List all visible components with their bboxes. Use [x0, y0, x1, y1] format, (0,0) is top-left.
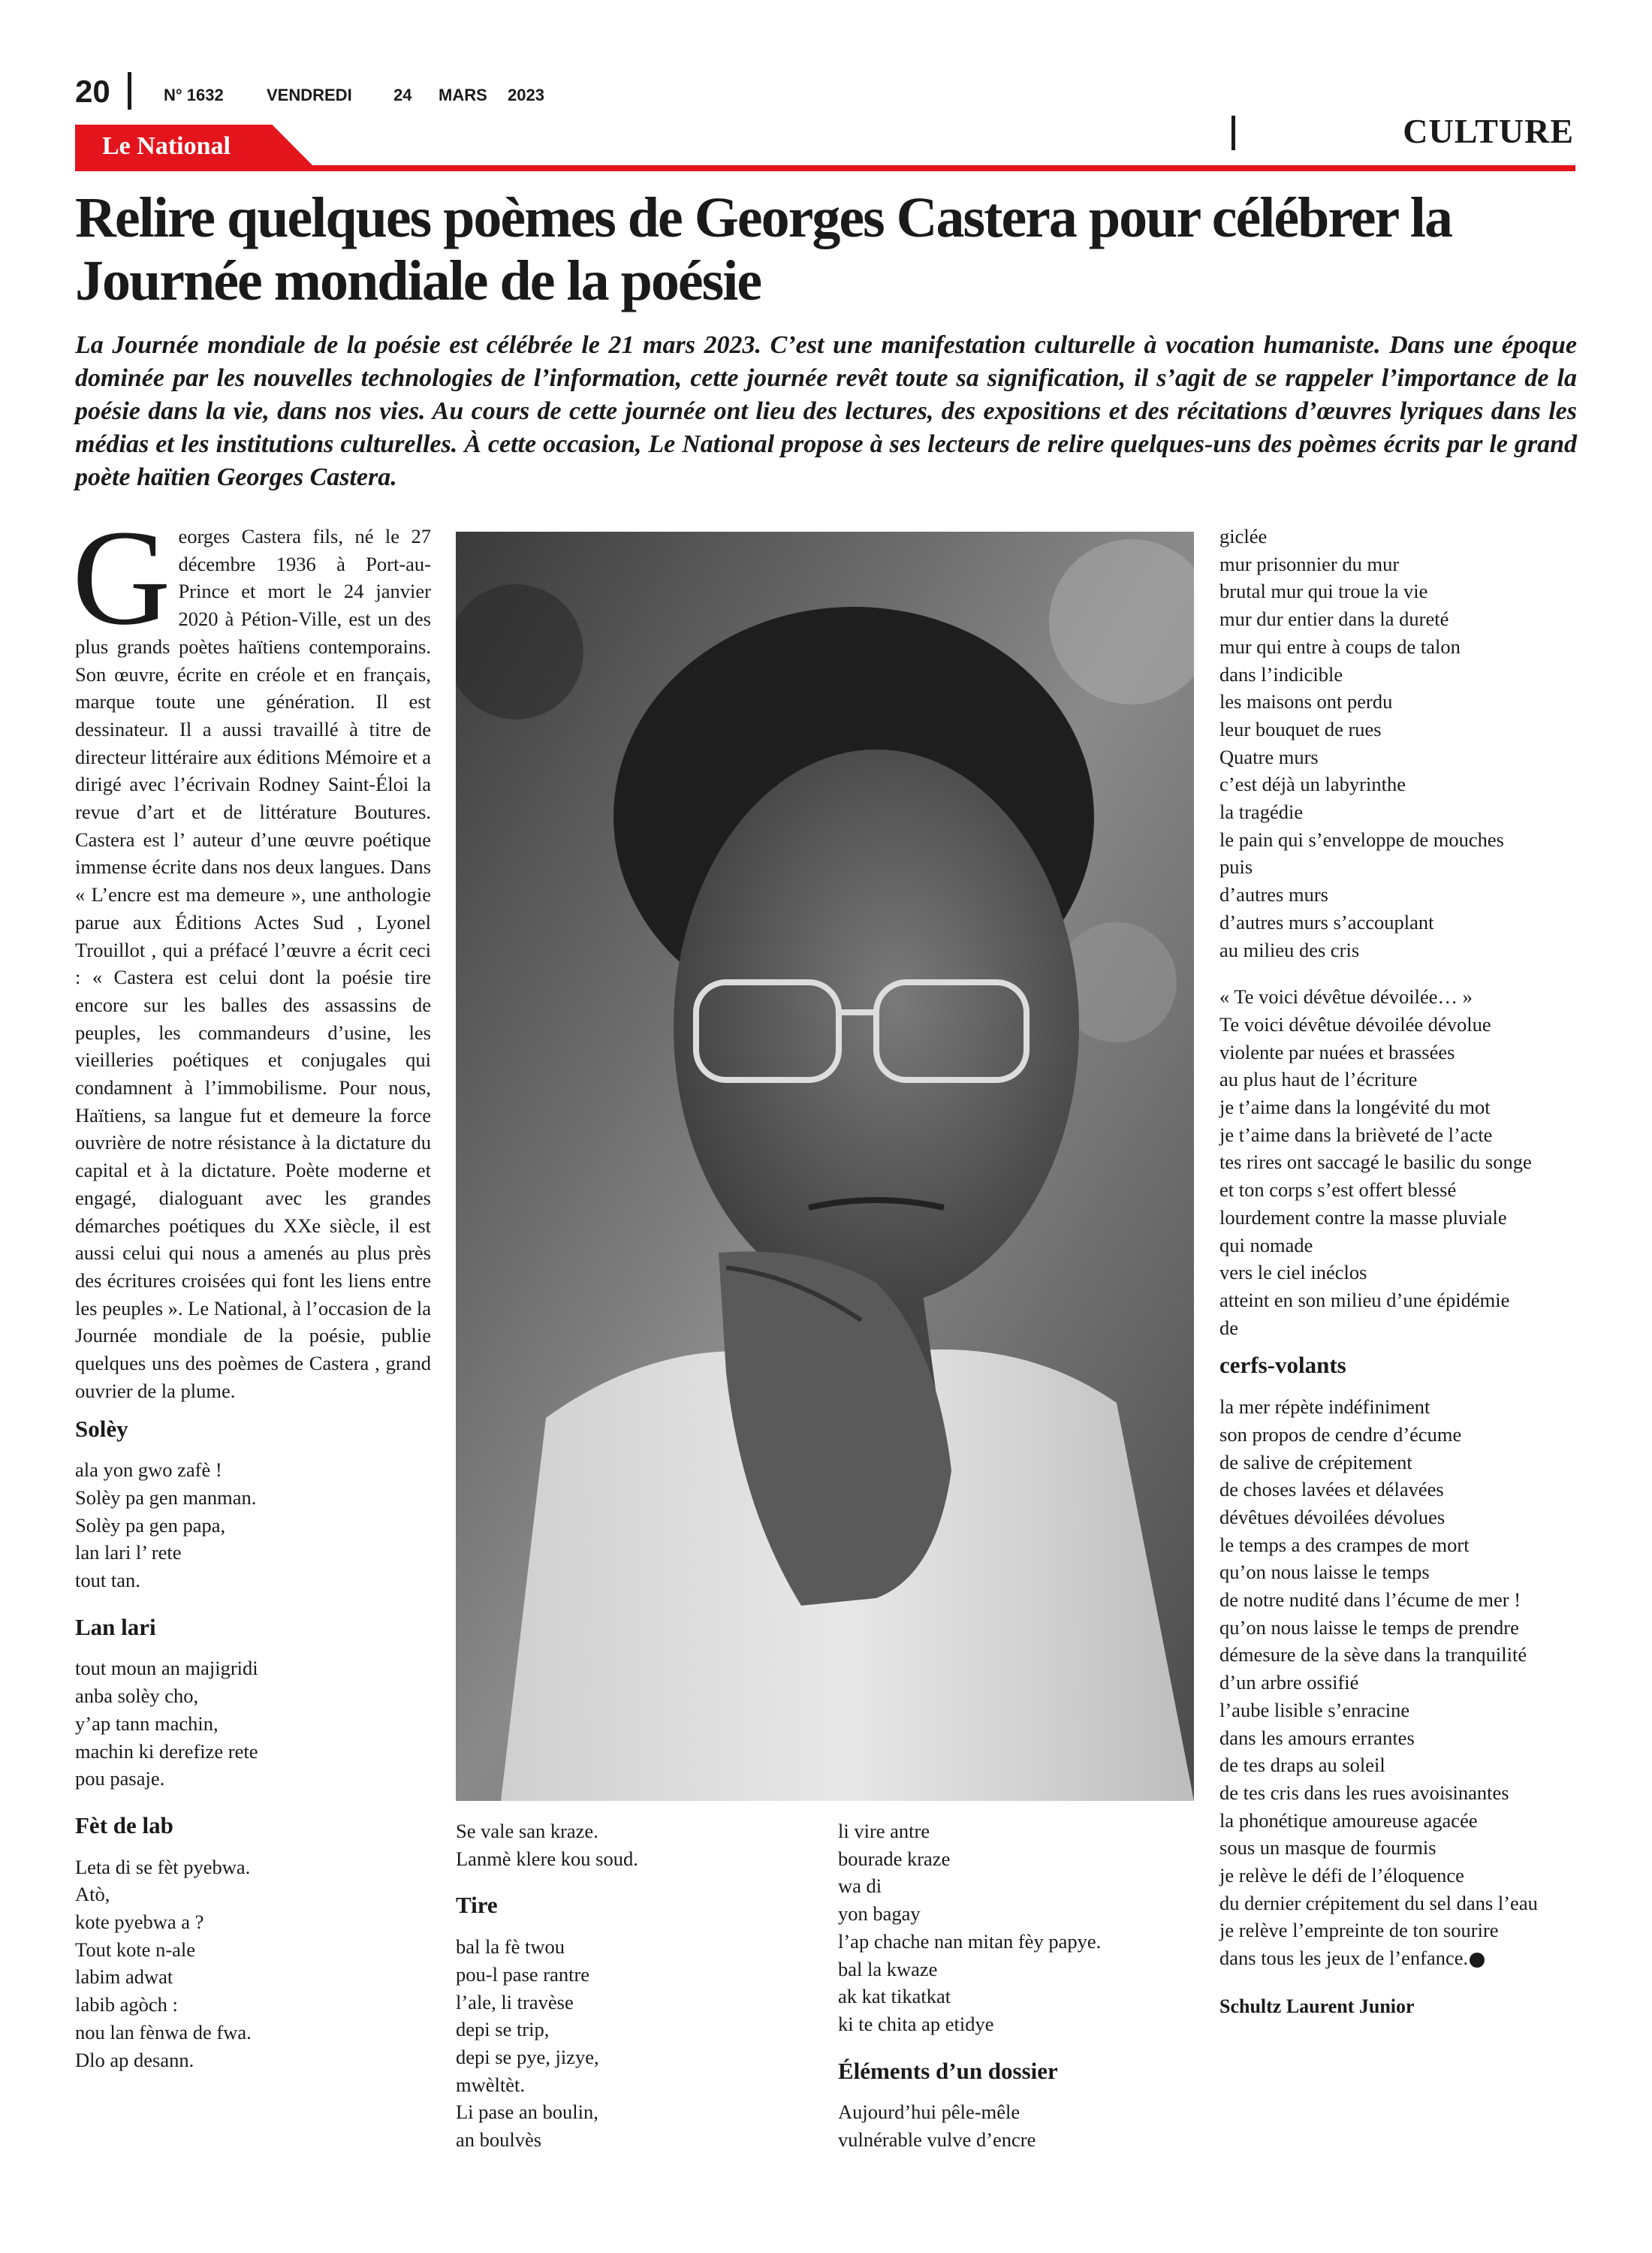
- column-3: [838, 1817, 1198, 2154]
- poem-line: mur qui entre à coups de talon: [1219, 635, 1461, 658]
- poem-te-voici: [1219, 983, 1577, 1341]
- poem-line: les maisons ont perdu: [1219, 690, 1393, 713]
- poem-line: Dlo ap desann.: [75, 2048, 194, 2071]
- poem-line: dans tous les jeux de l’enfance.: [1219, 1944, 1577, 1972]
- poem-title: Lan lari: [75, 1613, 156, 1640]
- poem-line: brutal mur qui troue la vie: [1219, 580, 1428, 603]
- poem-line: la phonétique amoureuse agacée: [1219, 1808, 1478, 1832]
- poem-line: de tes cris dans les rues avoisinantes: [1219, 1781, 1509, 1804]
- poem-line: démesure de la sève dans la tranquilité: [1219, 1643, 1527, 1666]
- poem-line: vers le ciel inéclos: [1219, 1261, 1367, 1284]
- poem-line: l’ale, li travèse: [456, 1990, 574, 2013]
- poem-line: dévêtues dévoilées dévolues: [1219, 1505, 1446, 1528]
- poem-line: je t’aime dans la brièveté de l’acte: [1219, 1123, 1493, 1146]
- poem-line: qu’on nous laisse le temps: [1219, 1561, 1430, 1584]
- poem-line: leur bouquet de rues: [1219, 717, 1382, 740]
- poem-line: de salive de crépitement: [1219, 1450, 1412, 1473]
- poem-title: Tire: [456, 1892, 498, 1919]
- poem-line: tout moun an majigridi: [75, 1657, 258, 1680]
- poem-title: Éléments d’un dossier: [838, 2057, 1058, 2084]
- author-signature: Schultz Laurent Junior: [1219, 1995, 1415, 2017]
- poem-line: je t’aime dans la longévité du mot: [1219, 1096, 1491, 1119]
- poem-line: au milieu des cris: [1219, 938, 1360, 961]
- poem-line: Leta di se fèt pyebwa.: [75, 1855, 251, 1878]
- poem-line: de: [1219, 1316, 1239, 1339]
- poem-tire: [456, 1892, 801, 2153]
- poem-line: Aujourd’hui pêle-mêle: [838, 2101, 1020, 2124]
- column-2: [456, 1817, 801, 2154]
- poem-line: lourdement contre la masse pluviale: [1219, 1205, 1507, 1229]
- issue-date-year: 2023: [508, 86, 544, 104]
- poem-line: an boulvès: [456, 2128, 542, 2152]
- poem-lines: [456, 1933, 801, 2154]
- poem-line: labib agòch :: [75, 1993, 178, 2016]
- poem-lines: [75, 1853, 431, 2074]
- poem-line: son propos de cendre d’écume: [1219, 1422, 1462, 1446]
- poem-line: yon bagay: [838, 1902, 921, 1926]
- poem-line: Se vale san kraze.: [456, 1820, 598, 1842]
- article-body: [72, 502, 431, 1405]
- poem-line: mur prisonnier du mur: [1219, 552, 1400, 575]
- poem-line: labim adwat: [75, 1965, 173, 1989]
- issue-date-day: 24: [393, 86, 412, 104]
- poem-title: Solèy: [75, 1415, 128, 1442]
- poem-line: qui nomade: [1219, 1233, 1313, 1256]
- poem-lines: [838, 2098, 1198, 2153]
- poem-lines: [838, 1817, 1198, 2038]
- poem-line: dans les amours errantes: [1219, 1726, 1415, 1749]
- poem-line: lan lari l’ rete: [75, 1541, 182, 1564]
- poem-line: de choses lavées et délavées: [1219, 1478, 1444, 1501]
- poem-line: anba solèy cho,: [75, 1684, 199, 1708]
- article-lead: La Journée mondiale de la poésie est célébrée le 21 mars 2023. C’est une manifestation culturelle à vocation humaniste. Dans une époque dominée par les nouvelles technologies de l’information, cette journée revêt toute sa signification, il s’agit de se rappeler l’importance de la poésie dans la vie, dans nos vies. Au cours de cette journée ont lieu des lectures, des expositions et des récitations d’œuvres lyriques dans les médias et les institutions culturelles. À cette occasion, Le National propose à ses lecteurs de relire quelques-uns des poèmes écrits par le grand poète haïtien Georges Castera.: [75, 331, 1577, 491]
- poem-line: Te voici dévêtue dévoilée dévolue: [1219, 1012, 1491, 1036]
- column-1: [72, 502, 431, 2074]
- poem-lines: [75, 1654, 431, 1793]
- page-number: 20: [75, 74, 110, 109]
- poem-line: dans l’indicible: [1219, 662, 1343, 686]
- brand-name: Le National: [102, 132, 231, 160]
- poem-line: qu’on nous laisse le temps de prendre: [1219, 1615, 1519, 1639]
- poem-line: Lanmè klere kou soud.: [456, 1847, 638, 1870]
- poem-lines: [456, 1817, 801, 1872]
- poem-line: d’autres murs: [1219, 883, 1328, 906]
- article-title: Relire quelques poèmes de Georges Castera pour célébrer la Journée mondiale de la poésie: [75, 186, 1452, 312]
- column-4: [1219, 523, 1577, 2021]
- poem-line: l’ap chache nan mitan fèy papye.: [838, 1929, 1102, 1953]
- poem-title: « Te voici dévêtue dévoilée… »: [1219, 985, 1473, 1009]
- poem-line: bal la fè twou: [456, 1935, 565, 1959]
- poem-lan-lari: [75, 1614, 431, 1793]
- poem-line: ki te chita ap etidye: [838, 2012, 994, 2035]
- portrait-image: [456, 532, 1194, 1801]
- poem-fet-de-lab: [75, 1812, 431, 2074]
- poem-line: atteint en son milieu d’une épidémie: [1219, 1288, 1510, 1311]
- header-divider: [128, 72, 131, 110]
- poem-line: mwèltèt.: [456, 2073, 525, 2096]
- poem-line: Atò,: [75, 1883, 110, 1906]
- poem-line: Solèy pa gen manman.: [75, 1485, 257, 1509]
- poem-line: l’aube lisible s’enracine: [1219, 1698, 1410, 1721]
- poem-line: Quatre murs: [1219, 745, 1319, 768]
- poem-line: ak kat tikatkat: [838, 1985, 951, 2008]
- poem-line: d’un arbre ossifié: [1219, 1671, 1359, 1694]
- poem-line: tes rires ont saccagé le basilic du songe: [1219, 1151, 1532, 1174]
- poem-line: je relève l’empreinte de ton sourire: [1219, 1919, 1499, 1942]
- poem-line: le temps a des crampes de mort: [1219, 1533, 1470, 1556]
- section-label: CULTURE: [1403, 112, 1574, 150]
- poem-line: c’est déjà un labyrinthe: [1219, 773, 1406, 796]
- poem-line: Tout kote n-ale: [75, 1938, 196, 1961]
- poem-lines: [1219, 1393, 1577, 1972]
- poem-title: Fèt de lab: [75, 1811, 173, 1838]
- poem-soley: [75, 1416, 431, 1594]
- poem-line: machin ki derefize rete: [75, 1739, 258, 1763]
- poem-line: Solèy pa gen papa,: [75, 1513, 226, 1537]
- poem-title: cerfs-volants: [1219, 1352, 1346, 1379]
- section-divider: [1231, 116, 1235, 150]
- poem-line: nou lan fènwa de fwa.: [75, 2020, 252, 2043]
- poem-lines: [1219, 1011, 1577, 1341]
- poem-line: tout tan.: [75, 1569, 140, 1592]
- article-body-text: eorges Castera fils, né le 27 décembre 1936 à Port-au-Prince et mort le 24 janvier 2020 à Pétion-Ville, est un des plus grands poètes haïtiens contemporains. Son œuvre, écrite en créole et en français, marque toute une génération. Il est dessinateur. Il a aussi travaillé à titre de directeur littéraire aux éditions Mémoire et a dirigé avec l’écrivain Rodney Saint-Éloi la revue d’art et de littérature Boutures. Castera est l’ auteur d’une œuvre poétique immense écrite dans nos deux langues. Dans « L’encre est ma demeure », une anthologie parue aux Éditions Actes Sud , Lyonel Trouillot , qui a préfacé l’œuvre a écrit ceci : « Castera est celui dont la poésie tire encore sur les balles des assassins de peuples, les commandeurs d’usine, les vieilleries poétiques et conjugales qui condamnent à l’immobilisme. Pour nous, Haïtiens, sa langue fut et demeure la force ouvrière de notre résistance à la dictature du capital et à la dictature. Poète moderne et engagé, dialoguant avec les grandes démarches poétiques du XXe siècle, il est aussi celui qui nous a amenés au plus près des écritures croisées qui font les liens entre les peuples ». Le National, à l’occasion de la Journée mondiale de la poésie, publie quelques uns des poèmes de Castera , grand ouvrier de la plume.: [75, 525, 431, 1402]
- poem-line: sous un masque de fourmis: [1219, 1836, 1436, 1859]
- poem-line: puis: [1219, 855, 1253, 879]
- end-mark-icon: [1470, 1953, 1485, 1968]
- issue-date-month: MARS: [439, 86, 487, 104]
- poem-line: pou-l pase rantre: [456, 1962, 590, 1986]
- poem-cerfs-volants: [1219, 1352, 1577, 1971]
- poem-line: li vire antre: [838, 1820, 930, 1842]
- poem-line: pou pasaje.: [75, 1767, 165, 1790]
- poem-line: mur dur entier dans la dureté: [1219, 608, 1449, 631]
- poem-line: depi se trip,: [456, 2018, 550, 2041]
- portrait-photo: [456, 532, 1194, 1801]
- poem-line: wa di: [838, 1874, 882, 1898]
- poem-line: la mer répète indéfiniment: [1219, 1395, 1430, 1419]
- poem-line: giclée: [1219, 525, 1268, 547]
- poem-line: vulnérable vulve d’encre: [838, 2128, 1036, 2152]
- header-rule: [75, 165, 1575, 171]
- poem-elements: [838, 2058, 1198, 2154]
- poem-line: du dernier crépitement du sel dans l’eau: [1219, 1891, 1538, 1914]
- poem-line: et ton corps s’est offert blessé: [1219, 1178, 1457, 1202]
- poem-line: le pain qui s’enveloppe de mouches: [1219, 828, 1504, 851]
- poem-line: d’autres murs s’accouplant: [1219, 910, 1434, 933]
- poem-line: au plus haut de l’écriture: [1219, 1068, 1418, 1091]
- poem-line: depi se pye, jizye,: [456, 2045, 599, 2068]
- poem-line: kote pyebwa a ?: [75, 1911, 204, 1934]
- poem-line: bourade kraze: [838, 1847, 951, 1870]
- poem-line: violente par nuées et brassées: [1219, 1040, 1455, 1063]
- issue-number: N° 1632: [164, 86, 224, 104]
- poem-line: de tes draps au soleil: [1219, 1754, 1385, 1777]
- poem-line: y’ap tann machin,: [75, 1712, 219, 1735]
- poem-lines: [1219, 523, 1577, 964]
- drop-cap: G: [72, 502, 171, 653]
- poem-line: bal la kwaze: [838, 1957, 938, 1980]
- issue-day: VENDREDI: [267, 86, 352, 104]
- poem-line: de notre nudité dans l’écume de mer !: [1219, 1588, 1521, 1612]
- poem-line: la tragédie: [1219, 801, 1304, 824]
- poem-line: Li pase an boulin,: [456, 2101, 598, 2124]
- poem-line: ala yon gwo zafè !: [75, 1458, 222, 1482]
- poem-lines: [75, 1456, 431, 1594]
- poem-line: je relève le défi de l’éloquence: [1219, 1864, 1464, 1887]
